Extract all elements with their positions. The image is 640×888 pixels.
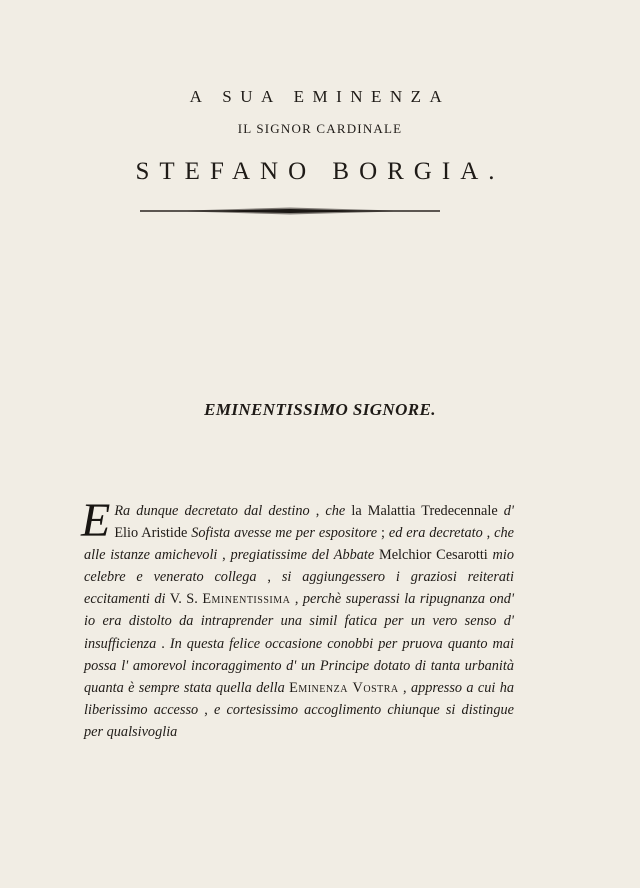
body-text-segment: , — [198, 701, 215, 718]
body-text-segment: pregiatissime del Abbate — [230, 547, 375, 564]
body-text-segment: Eminentissima — [202, 591, 291, 608]
body-text-segment: perchè superassi la ripugnanza ond' io era distolto da intraprender una simil fatica per un vero senso d' insufficienza — [84, 591, 514, 652]
body-text-segment: Sofista avesse me per espositore — [191, 525, 378, 542]
body-text-segment: e cortesissimo accoglimento chiunque si distingue per qualsivoglia — [84, 701, 514, 740]
ornamental-rule-icon — [140, 206, 440, 216]
body-text-segment: la Malattia Tredecennale — [345, 503, 504, 519]
body-text-segment: , — [217, 547, 231, 564]
body-text-segment: mio celebre e venerato collega — [84, 547, 514, 586]
body-text-segment: appresso a cui ha liberissimo accesso — [84, 679, 515, 718]
body-text-segment: ed era decretato — [388, 525, 483, 542]
dedication-heading: A SUA EMINENZA — [189, 87, 451, 106]
drop-cap: E — [81, 494, 111, 547]
body-paragraph — [84, 503, 514, 740]
body-text-segment: In questa felice occasione conobbi per pruova quanto mai possa l' amorevol incoraggimento d' un Principe dotato di tanta urbanità quanta è sempre stata quella della — [84, 635, 514, 696]
body-text-segment: Eminenza Vostra — [289, 679, 399, 696]
recipient-name: STEFANO BORGIA. — [135, 158, 505, 185]
letter-body — [81, 494, 515, 743]
body-text-segment: d' — [503, 503, 514, 519]
body-text-segment: che — [325, 503, 346, 519]
body-text-segment: , — [309, 503, 326, 519]
body-text-segment: , — [290, 591, 303, 608]
body-text-segment: , — [256, 569, 282, 586]
salutation: EMINENTISSIMO SIGNORE. — [204, 400, 436, 419]
body-text-segment: che alle istanze amichevoli — [84, 525, 514, 564]
body-text-segment: si aggiungessero i graziosi reiterati eccitamenti di — [84, 569, 514, 608]
body-text-segment: Ra dunque decretato dal destino — [114, 503, 310, 519]
body-text-segment: , — [398, 679, 411, 696]
recipient-title: IL SIGNOR CARDINALE — [237, 121, 403, 136]
body-text-segment: ; — [377, 525, 389, 542]
body-text-segment: Melchior Cesarotti — [374, 547, 493, 564]
body-text-segment: Elio Aristide — [114, 525, 192, 542]
body-text-segment: V. S. — [165, 591, 203, 608]
body-text-segment: , — [482, 525, 495, 542]
body-text-segment: . — [156, 635, 170, 652]
